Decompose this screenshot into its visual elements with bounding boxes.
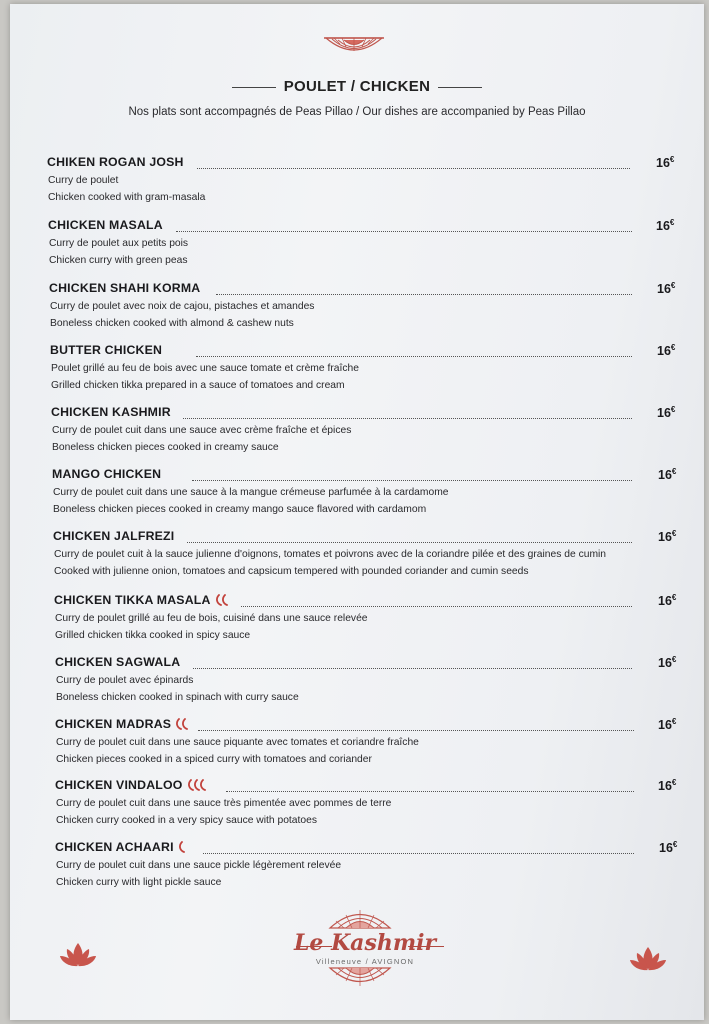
item-name [55, 655, 180, 669]
price-value: 16 [656, 156, 670, 171]
section-title [10, 78, 704, 95]
lotus-right-icon [628, 943, 668, 973]
description-en: Cooked with julienne onion, tomatoes and capsicum tempered with pounded coriander and cumin seeds [54, 566, 529, 577]
currency-symbol: € [672, 840, 678, 849]
price-value: 16 [658, 468, 672, 483]
description-fr: Curry de poulet cuit dans une sauce à la mangue crémeuse parfumée à la cardamome [53, 487, 449, 498]
menu-page [10, 4, 704, 1020]
menu-item [10, 343, 704, 399]
chili-spice-icon [216, 594, 230, 609]
chili-spice-icon [188, 779, 208, 794]
menu-item [10, 467, 704, 523]
dotted-leader [196, 356, 632, 357]
dotted-leader [176, 231, 632, 232]
currency-symbol: € [671, 717, 677, 726]
menu-item [10, 405, 704, 461]
dotted-leader [192, 480, 632, 481]
item-price [658, 529, 676, 544]
item-name [52, 467, 161, 481]
item-price [658, 717, 676, 732]
item-name [54, 593, 230, 609]
description-en: Chicken curry cooked in a very spicy sauce with potatoes [56, 815, 317, 826]
description-fr: Curry de poulet cuit dans une sauce piquante avec tomates et coriandre fraîche [56, 737, 419, 748]
price-value: 16 [658, 718, 672, 733]
item-name-text: CHICKEN ACHAARI [55, 840, 174, 854]
item-name-text: MANGO CHICKEN [52, 467, 162, 481]
menu-item [10, 593, 704, 649]
menu-item [10, 281, 704, 337]
item-name-text: CHICKEN TIKKA MASALA [54, 593, 211, 607]
dotted-leader [241, 606, 632, 607]
menu-item [10, 840, 704, 896]
logo-mandala-top-icon [326, 907, 394, 929]
item-name [49, 281, 200, 295]
description-fr: Curry de poulet cuit dans une sauce très pimentée avec pommes de terre [56, 798, 392, 809]
description-fr: Curry de poulet [48, 175, 119, 186]
logo-mandala-bottom-icon [326, 967, 394, 989]
dotted-leader [183, 418, 632, 419]
dotted-leader [226, 791, 634, 792]
description-fr: Curry de poulet avec épinards [56, 675, 194, 686]
price-value: 16 [659, 841, 673, 856]
currency-symbol: € [671, 655, 677, 664]
price-value: 16 [658, 530, 672, 545]
description-en: Chicken curry with light pickle sauce [56, 877, 222, 888]
description-en: Boneless chicken cooked with almond & cashew nuts [50, 318, 294, 329]
item-price [658, 593, 676, 608]
description-en: Chicken cooked with gram-masala [48, 192, 206, 203]
item-price [657, 281, 675, 296]
item-name-text: BUTTER CHICKEN [50, 343, 163, 357]
item-price [658, 778, 676, 793]
currency-symbol: € [670, 405, 676, 414]
dotted-leader [203, 853, 634, 854]
dotted-leader [198, 730, 634, 731]
brand-logo-name: Le Kashmir [293, 930, 437, 956]
title-rule-left [232, 87, 276, 88]
description-fr: Curry de poulet aux petits pois [49, 238, 189, 249]
menu-item [10, 717, 704, 773]
dotted-leader [187, 542, 632, 543]
currency-symbol: € [670, 281, 676, 290]
item-price [658, 467, 676, 482]
item-name [48, 218, 163, 232]
description-fr: Curry de poulet cuit dans une sauce pickle légèrement relevée [56, 860, 342, 871]
description-fr: Curry de poulet cuit dans une sauce avec crème fraîche et épices [52, 425, 352, 436]
description-en: Boneless chicken cooked in spinach with curry sauce [56, 692, 299, 703]
currency-symbol: € [671, 778, 677, 787]
price-value: 16 [657, 406, 671, 421]
currency-symbol: € [670, 343, 676, 352]
description-en: Chicken curry with green peas [49, 255, 188, 266]
description-en: Boneless chicken pieces cooked in creamy mango sauce flavored with cardamom [53, 504, 427, 515]
menu-item [10, 218, 704, 274]
item-name-text: CHICKEN MASALA [48, 218, 163, 232]
price-value: 16 [656, 219, 670, 234]
item-price [657, 343, 675, 358]
price-value: 16 [658, 594, 672, 609]
currency-symbol: € [671, 593, 677, 602]
item-name-text: CHICKEN KASHMIR [51, 405, 171, 419]
item-name-text: CHICKEN VINDALOO [55, 778, 183, 792]
item-price [656, 155, 674, 170]
item-name [50, 343, 162, 357]
description-fr: Poulet grillé au feu de bois avec une sauce tomate et crème fraîche [51, 363, 359, 374]
item-price [658, 655, 676, 670]
price-value: 16 [658, 779, 672, 794]
item-name [47, 155, 184, 169]
currency-symbol: € [671, 467, 677, 476]
description-en: Chicken pieces cooked in a spiced curry with tomatoes and coriander [56, 754, 372, 765]
menu-item [10, 778, 704, 834]
item-price [657, 405, 675, 420]
description-en: Grilled chicken tikka cooked in spicy sauce [55, 630, 251, 641]
description-fr: Curry de poulet avec noix de cajou, pistaches et amandes [50, 301, 315, 312]
brand-tagline: Villeneuve / AVIGNON [315, 957, 415, 966]
price-value: 16 [658, 656, 672, 671]
currency-symbol: € [669, 155, 675, 164]
description-en: Grilled chicken tikka prepared in a sauce of tomatoes and cream [51, 380, 345, 391]
item-name-text: CHICKEN SHAHI KORMA [49, 281, 201, 295]
menu-item [10, 529, 704, 585]
title-rule-right [438, 87, 482, 88]
section-subtitle: Nos plats sont accompagnés de Peas Pillao / Our dishes are accompanied by Peas Pillao [128, 106, 586, 118]
menu-item [10, 655, 704, 711]
description-fr: Curry de poulet grillé au feu de bois, cuisiné dans une sauce relevée [55, 613, 368, 624]
lotus-left-icon [58, 939, 98, 969]
chili-spice-icon [176, 718, 190, 733]
description-en: Boneless chicken pieces cooked in creamy sauce [52, 442, 279, 453]
item-name-text: CHICKEN SAGWALA [55, 655, 181, 669]
item-name [53, 529, 174, 543]
item-name [55, 840, 187, 856]
chili-spice-icon [179, 841, 187, 856]
item-name [55, 717, 190, 733]
item-name-text: CHICKEN JALFREZI [53, 529, 175, 543]
mandala-ornament-icon [322, 34, 386, 58]
description-fr: Curry de poulet cuit à la sauce julienne d'oignons, tomates et poivrons avec de la coriandre pilée et des graines de cumin [54, 549, 607, 560]
currency-symbol: € [671, 529, 677, 538]
price-value: 16 [657, 344, 671, 359]
price-value: 16 [657, 282, 671, 297]
section-title-text: POULET / CHICKEN [283, 78, 431, 95]
dotted-leader [193, 668, 632, 669]
item-name-text: CHIKEN ROGAN JOSH [47, 155, 184, 169]
dotted-leader [197, 168, 630, 169]
menu-item [10, 155, 704, 211]
item-name-text: CHICKEN MADRAS [55, 717, 172, 731]
item-price [659, 840, 677, 855]
dotted-leader [216, 294, 632, 295]
currency-symbol: € [669, 218, 675, 227]
item-price [656, 218, 674, 233]
item-name [55, 778, 208, 794]
item-name [51, 405, 171, 419]
